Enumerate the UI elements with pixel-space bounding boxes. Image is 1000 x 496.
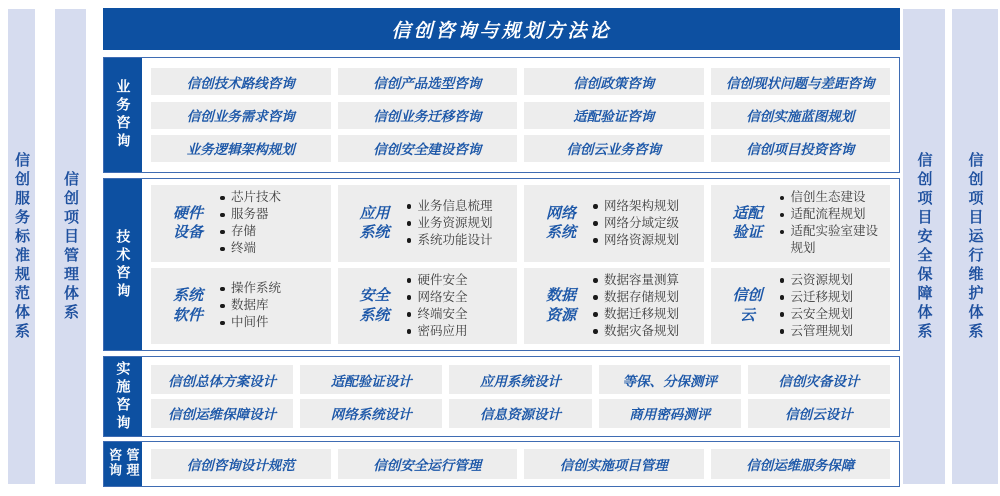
bullet-item: 网络资源规划: [591, 232, 679, 249]
section-content: [142, 357, 899, 436]
section-business-consulting: [103, 57, 900, 173]
pillar-label: 信创项目安全保障体系: [915, 151, 933, 342]
bullet-item: 存储: [218, 223, 281, 240]
consult-item: 信创业务迁移咨询: [338, 102, 518, 129]
tech-card-name: 数据资源: [545, 287, 576, 324]
bullet-item: 云安全规划: [778, 306, 854, 323]
tech-card-name: 适配验证: [732, 204, 763, 242]
tech-card-name: 网络系统: [545, 204, 576, 242]
tech-card-bullets: [591, 198, 679, 249]
tech-card-hardware: [151, 185, 331, 262]
consult-item: 信创云设计: [748, 399, 890, 428]
section-content: [142, 58, 899, 172]
tech-card-system-software: [151, 268, 331, 345]
pillar-service-standard-system: [8, 9, 35, 484]
consult-item: 适配验证咨询: [524, 102, 704, 129]
consult-item: 适配验证设计: [300, 365, 442, 394]
section-content: [142, 179, 899, 350]
consult-item: 等保、分保测评: [599, 365, 741, 394]
consult-item: 信创安全运行管理: [338, 449, 518, 479]
bullet-item: 网络分域定级: [591, 215, 679, 232]
bullet-item: 服务器: [218, 206, 281, 223]
card-row: [151, 268, 890, 345]
bullet-item: 中间件: [218, 314, 281, 331]
bullet-item: 业务资源规划: [405, 215, 493, 232]
bullet-item: 云资源规划: [778, 272, 854, 289]
consult-item: 信创业务需求咨询: [151, 102, 331, 129]
section-consulting-management: [103, 441, 900, 487]
bullet-item: 数据容量测算: [591, 272, 679, 289]
bullet-item: 云迁移规划: [778, 289, 854, 306]
tech-card-cloud: [711, 268, 891, 345]
bullet-item: 适配流程规划: [778, 206, 891, 223]
bullet-item: 适配实验室建设规划: [778, 223, 891, 257]
consult-item: 信息资源设计: [449, 399, 591, 428]
bullet-item: 数据灾备规划: [591, 323, 679, 340]
tech-card-adaptation: [711, 185, 891, 262]
consult-item: 信创项目投资咨询: [711, 135, 891, 162]
item-row: [151, 399, 890, 428]
section-content: [142, 442, 899, 486]
bullet-item: 芯片技术: [218, 189, 281, 206]
pillar-label: 信创项目运行维护体系: [966, 151, 984, 342]
tech-card-name: 硬件设备: [172, 204, 203, 242]
consult-item: 信创灾备设计: [748, 365, 890, 394]
consult-item: 信创运维保障设计: [151, 399, 293, 428]
section-label: 实施咨询: [115, 360, 132, 433]
item-row: [151, 102, 890, 129]
tech-card-network: [524, 185, 704, 262]
pillar-label: 信创服务标准规范体系: [13, 151, 30, 342]
tech-card-name: 系统软件: [172, 287, 203, 324]
consult-item: 信创现状问题与差距咨询: [711, 68, 891, 95]
tech-card-bullets: [405, 272, 468, 340]
tech-card-bullets: [218, 189, 281, 257]
tech-card-security: [338, 268, 518, 345]
consult-item: 信创运维服务保障: [711, 449, 891, 479]
tech-card-application: [338, 185, 518, 262]
pillar-project-security-assurance-system: [903, 9, 945, 484]
consult-item: 信创政策咨询: [524, 68, 704, 95]
bullet-item: 信创生态建设: [778, 189, 891, 206]
section-label: 咨询管理: [107, 448, 140, 478]
tech-card-bullets: [591, 272, 679, 340]
consult-item: 应用系统设计: [449, 365, 591, 394]
section-label-bar: [104, 442, 142, 486]
consult-item: 业务逻辑架构规划: [151, 135, 331, 162]
consult-item: 信创云业务咨询: [524, 135, 704, 162]
bullet-item: 业务信息梳理: [405, 198, 493, 215]
item-row: [151, 68, 890, 95]
section-label: 业务咨询: [115, 79, 132, 151]
consult-item: 信创咨询设计规范: [151, 449, 331, 479]
tech-card-name: 安全系统: [359, 287, 390, 324]
item-row: [151, 365, 890, 394]
consult-item: 网络系统设计: [300, 399, 442, 428]
bullet-item: 网络安全: [405, 289, 468, 306]
bullet-item: 终端: [218, 240, 281, 257]
bullet-item: 数据迁移规划: [591, 306, 679, 323]
bullet-item: 数据库: [218, 297, 281, 314]
consult-item: 信创技术路线咨询: [151, 68, 331, 95]
tech-card-bullets: [218, 280, 281, 331]
section-label-bar: [104, 357, 142, 436]
tech-card-data-resource: [524, 268, 704, 345]
card-row: [151, 185, 890, 262]
item-row: [151, 135, 890, 162]
section-label: 技术咨询: [115, 228, 132, 301]
consult-item: 信创实施项目管理: [524, 449, 704, 479]
tech-card-bullets: [405, 198, 493, 249]
tech-card-name: 信创云: [732, 287, 763, 324]
section-label-bar: [104, 179, 142, 350]
consult-item: 商用密码测评: [599, 399, 741, 428]
bullet-item: 密码应用: [405, 323, 468, 340]
bullet-item: 操作系统: [218, 280, 281, 297]
pillar-project-operation-maintenance-system: [952, 9, 998, 484]
consult-item: 信创安全建设咨询: [338, 135, 518, 162]
tech-card-bullets: [778, 189, 891, 257]
bullet-item: 系统功能设计: [405, 232, 493, 249]
tech-card-bullets: [778, 272, 854, 340]
bullet-item: 云管理规划: [778, 323, 854, 340]
bullet-item: 硬件安全: [405, 272, 468, 289]
section-implementation-consulting: [103, 356, 900, 437]
section-label-bar: [104, 58, 142, 172]
consult-item: 信创总体方案设计: [151, 365, 293, 394]
bullet-item: 网络架构规划: [591, 198, 679, 215]
consult-item: 信创产品选型咨询: [338, 68, 518, 95]
bullet-item: 终端安全: [405, 306, 468, 323]
pillar-project-management-system: [55, 9, 86, 484]
pillar-label: 信创项目管理体系: [62, 170, 79, 323]
bullet-item: 数据存储规划: [591, 289, 679, 306]
consult-item: 信创实施蓝图规划: [711, 102, 891, 129]
diagram-title: 信创咨询与规划方法论: [103, 8, 900, 50]
item-row: [151, 449, 890, 479]
tech-card-name: 应用系统: [359, 204, 390, 242]
section-technical-consulting: [103, 178, 900, 351]
